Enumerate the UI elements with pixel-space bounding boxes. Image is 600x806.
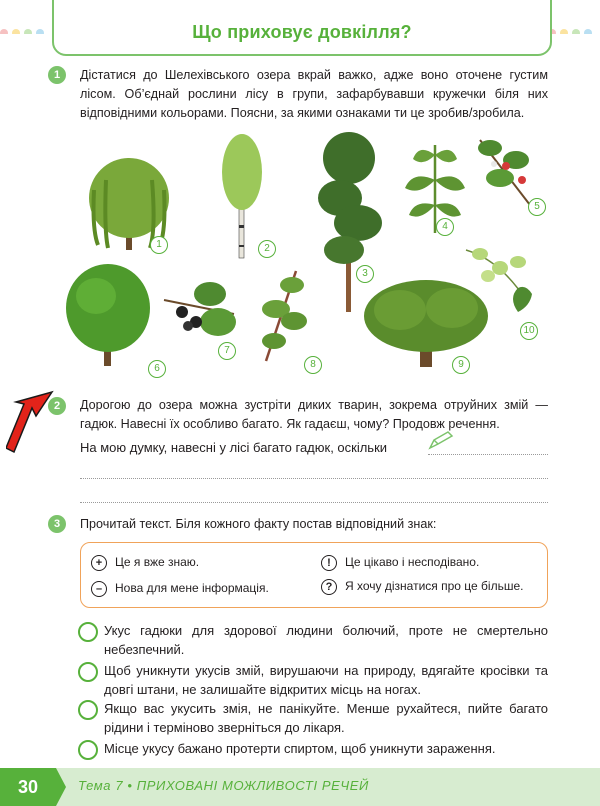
nettle-plant-icon	[400, 135, 470, 235]
plant-number[interactable]: 2	[258, 240, 276, 258]
page-number: 30	[0, 768, 56, 806]
pencil-icon	[428, 430, 454, 450]
topic-prefix: Тема 7 •	[78, 778, 133, 793]
plant-number[interactable]: 10	[520, 322, 538, 340]
fact-text: Щоб уникнути укусів змій, вирушаючи на природу, вдягайте кросівки та довгі штани, не залишайте відкритих місць на ногах.	[104, 663, 548, 697]
raspberry-branch-icon	[470, 130, 540, 210]
legend-label: Це цікаво і несподівано.	[345, 555, 480, 569]
mark-circle[interactable]	[78, 700, 98, 720]
fact-text: Укус гадюки для здорової людини болючий, проте не смертельно небезпечний.	[104, 623, 548, 657]
task-2-text: Дорогою до озера можна зустріти диких тварин, зокрема отруйних змій — гадюк. Навесні їх особливо багато. Як гадаєш, чому? Продовж речення.	[80, 398, 548, 431]
mark-circle[interactable]	[78, 622, 98, 642]
page-number-notch	[56, 768, 66, 806]
task-1-number: 1	[48, 66, 66, 84]
plant-number[interactable]: 4	[436, 218, 454, 236]
page-title: Що приховує довкілля?	[192, 22, 412, 42]
birch-tree-icon	[220, 130, 264, 260]
hazel-branch-icon	[256, 265, 312, 365]
fill-prompt: На мою думку, навесні у лісі багато гадюк, оскільки	[80, 440, 388, 455]
hop-plant-icon	[460, 240, 540, 316]
task-2-number: 2	[48, 397, 66, 415]
plant-number[interactable]: 9	[452, 356, 470, 374]
footer-topic	[78, 778, 369, 793]
decorative-dots-left	[0, 24, 52, 34]
footer	[0, 768, 600, 806]
answer-line-2[interactable]	[80, 478, 548, 479]
topic-title: ПРИХОВАНІ МОЖЛИВОСТІ РЕЧЕЙ	[136, 778, 369, 793]
blackberry-branch-icon	[160, 270, 240, 346]
plant-number[interactable]: 1	[150, 236, 168, 254]
plant-number[interactable]: 5	[528, 198, 546, 216]
task-3-text: Прочитай текст. Біля кожного факту постав відповідний знак:	[80, 517, 437, 531]
answer-line-3[interactable]	[80, 502, 548, 503]
plant-number[interactable]: 8	[304, 356, 322, 374]
decorative-dots-right	[548, 24, 600, 34]
fact-text: Якщо вас укусить змія, не панікуйте. Менше рухайтеся, пийте багато рідини і терміново зверніться до лікаря.	[104, 701, 548, 735]
plant-number[interactable]: 3	[356, 265, 374, 283]
answer-line-1[interactable]	[428, 454, 548, 455]
exclamation-icon: !	[321, 555, 337, 571]
header-card	[52, 0, 552, 56]
minus-icon: –	[91, 581, 107, 597]
plus-icon: +	[91, 555, 107, 571]
mark-circle[interactable]	[78, 662, 98, 682]
legend-label: Я хочу дізнатися про це більше.	[345, 579, 524, 593]
task-3-number: 3	[48, 515, 66, 533]
question-icon: ?	[321, 579, 337, 595]
legend-label: Це я вже знаю.	[115, 555, 200, 569]
fact-text: Місце укусу бажано протерти спиртом, щоб уникнути зараження.	[104, 741, 496, 756]
plant-number[interactable]: 6	[148, 360, 166, 378]
linden-tree-icon	[60, 260, 156, 368]
legend-box	[80, 542, 548, 608]
task-1-text: Дістатися до Шелехівського озера вкрай важко, адже воно оточене густим лісом. Об’єднай рослини лісу в групи, зафарбувавши кружечки біля них відповідними кольорами. Поясни, за якими ознаками ти це зробив/зробила.	[80, 68, 548, 120]
legend-label: Нова для мене інформація.	[115, 581, 269, 595]
plant-number[interactable]: 7	[218, 342, 236, 360]
mark-circle[interactable]	[78, 740, 98, 760]
